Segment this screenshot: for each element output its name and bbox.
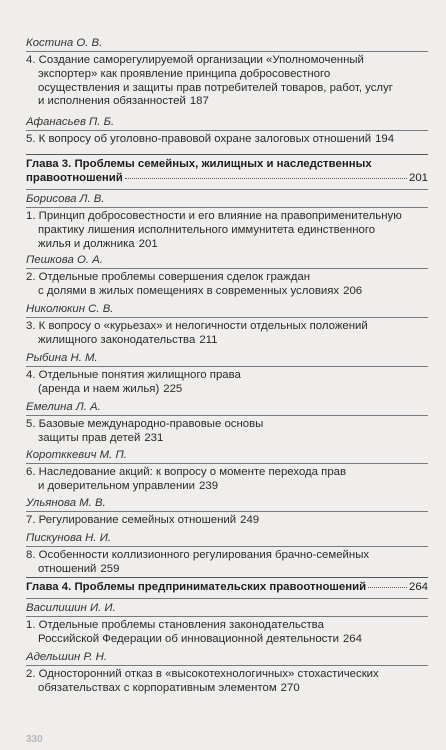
toc-author: Афанасьев П. Б. <box>26 116 115 128</box>
toc-author: Адельшин Р. Н. <box>26 651 108 663</box>
divider <box>26 415 428 416</box>
dot-leader <box>125 178 407 179</box>
chapter-divider <box>26 577 428 578</box>
toc-author: Ульянова М. В. <box>26 497 106 509</box>
toc-author: Костина О. В. <box>26 37 103 49</box>
toc-entry: 8. Особенности коллизионного регулирования брачно-семейных отношений 259 <box>26 549 370 575</box>
toc-entry: 5. К вопросу об уголовно-правовой охране залоговых отношений 194 <box>26 133 395 145</box>
toc-author: Коротккевич М. П. <box>26 449 127 461</box>
page-ref: 201 <box>138 237 158 250</box>
toc-author: Борисова Л. В. <box>26 193 105 205</box>
divider <box>26 463 428 464</box>
divider <box>26 207 428 208</box>
page-ref: 264 <box>408 581 428 593</box>
divider <box>26 51 428 52</box>
toc-author: Пискунова Н. И. <box>26 532 112 544</box>
page-ref: 231 <box>144 431 164 444</box>
toc-entry: 5. Базовые международно-правовые основы защиты прав детей 231 <box>26 418 264 444</box>
page-ref: 264 <box>342 632 362 645</box>
divider <box>26 511 428 512</box>
page-ref: 225 <box>163 382 183 395</box>
divider <box>26 130 428 131</box>
toc-entry: 6. Наследование акций: к вопросу о моменте перехода прав и доверительном управлении 239 <box>26 466 347 492</box>
page-ref: 270 <box>280 681 300 694</box>
toc-author: Пешкова О. А. <box>26 254 103 266</box>
toc-author: Емелина Л. А. <box>26 401 101 413</box>
divider <box>26 268 428 269</box>
divider <box>26 546 428 547</box>
divider <box>26 665 428 666</box>
chapter-divider <box>26 154 428 155</box>
page-ref: 194 <box>375 133 395 145</box>
toc-entry: 4. Создание саморегулируемой организации «Уполномоченный экспортер» как проявление принципа добросовестного осуществления и защиты прав потребителей товаров, работ, услуг и исполнения обязанностей 187 <box>26 54 393 108</box>
toc-entry: 4. Отдельные понятия жилищного права (аренда и наем жилья) 225 <box>26 369 241 395</box>
toc-entry: 7. Регулирование семейных отношений 249 <box>26 514 260 526</box>
page-ref: 239 <box>199 479 219 492</box>
toc-entry: 1. Принцип добросовестности и его влияние на правоприменительную практику лишения исполнительного иммунитета единственного жилья и должника 201 <box>26 210 402 250</box>
chapter-heading: Глава 4. Проблемы предпринимательских правоотношений 264 <box>26 581 428 593</box>
page-ref: 259 <box>100 562 120 575</box>
toc-entry: 3. К вопросу о «курьезах» и нелогичности отдельных положений жилищного законодательства 211 <box>26 320 368 346</box>
chapter-heading: Глава 3. Проблемы семейных, жилищных и наследственных правоотношений 201 <box>26 158 428 184</box>
toc-author: Николюкин С. В. <box>26 303 114 315</box>
page-number: 330 <box>26 734 43 745</box>
divider <box>26 616 428 617</box>
page-ref: 201 <box>408 171 428 184</box>
toc-author: Рыбина Н. М. <box>26 352 98 364</box>
divider <box>26 317 428 318</box>
page-ref: 249 <box>240 514 260 526</box>
page-ref: 206 <box>343 284 363 297</box>
divider <box>26 189 428 190</box>
toc-author: Василишин И. И. <box>26 602 116 614</box>
divider <box>26 598 428 599</box>
page-ref: 211 <box>199 333 218 346</box>
toc-entry: 2. Отдельные проблемы совершения сделок граждан с долями в жилых помещениях в современных условиях 206 <box>26 271 363 297</box>
page-ref: 187 <box>189 95 209 108</box>
toc-entry: 1. Отдельные проблемы становления законодательства Российской Федерации об инновационной деятельности 264 <box>26 619 362 645</box>
dot-leader <box>368 587 407 588</box>
toc-entry: 2. Односторонний отказ в «высокотехнологичных» стохастических обязательствах с корпоративным элементом 270 <box>26 668 379 694</box>
divider <box>26 366 428 367</box>
